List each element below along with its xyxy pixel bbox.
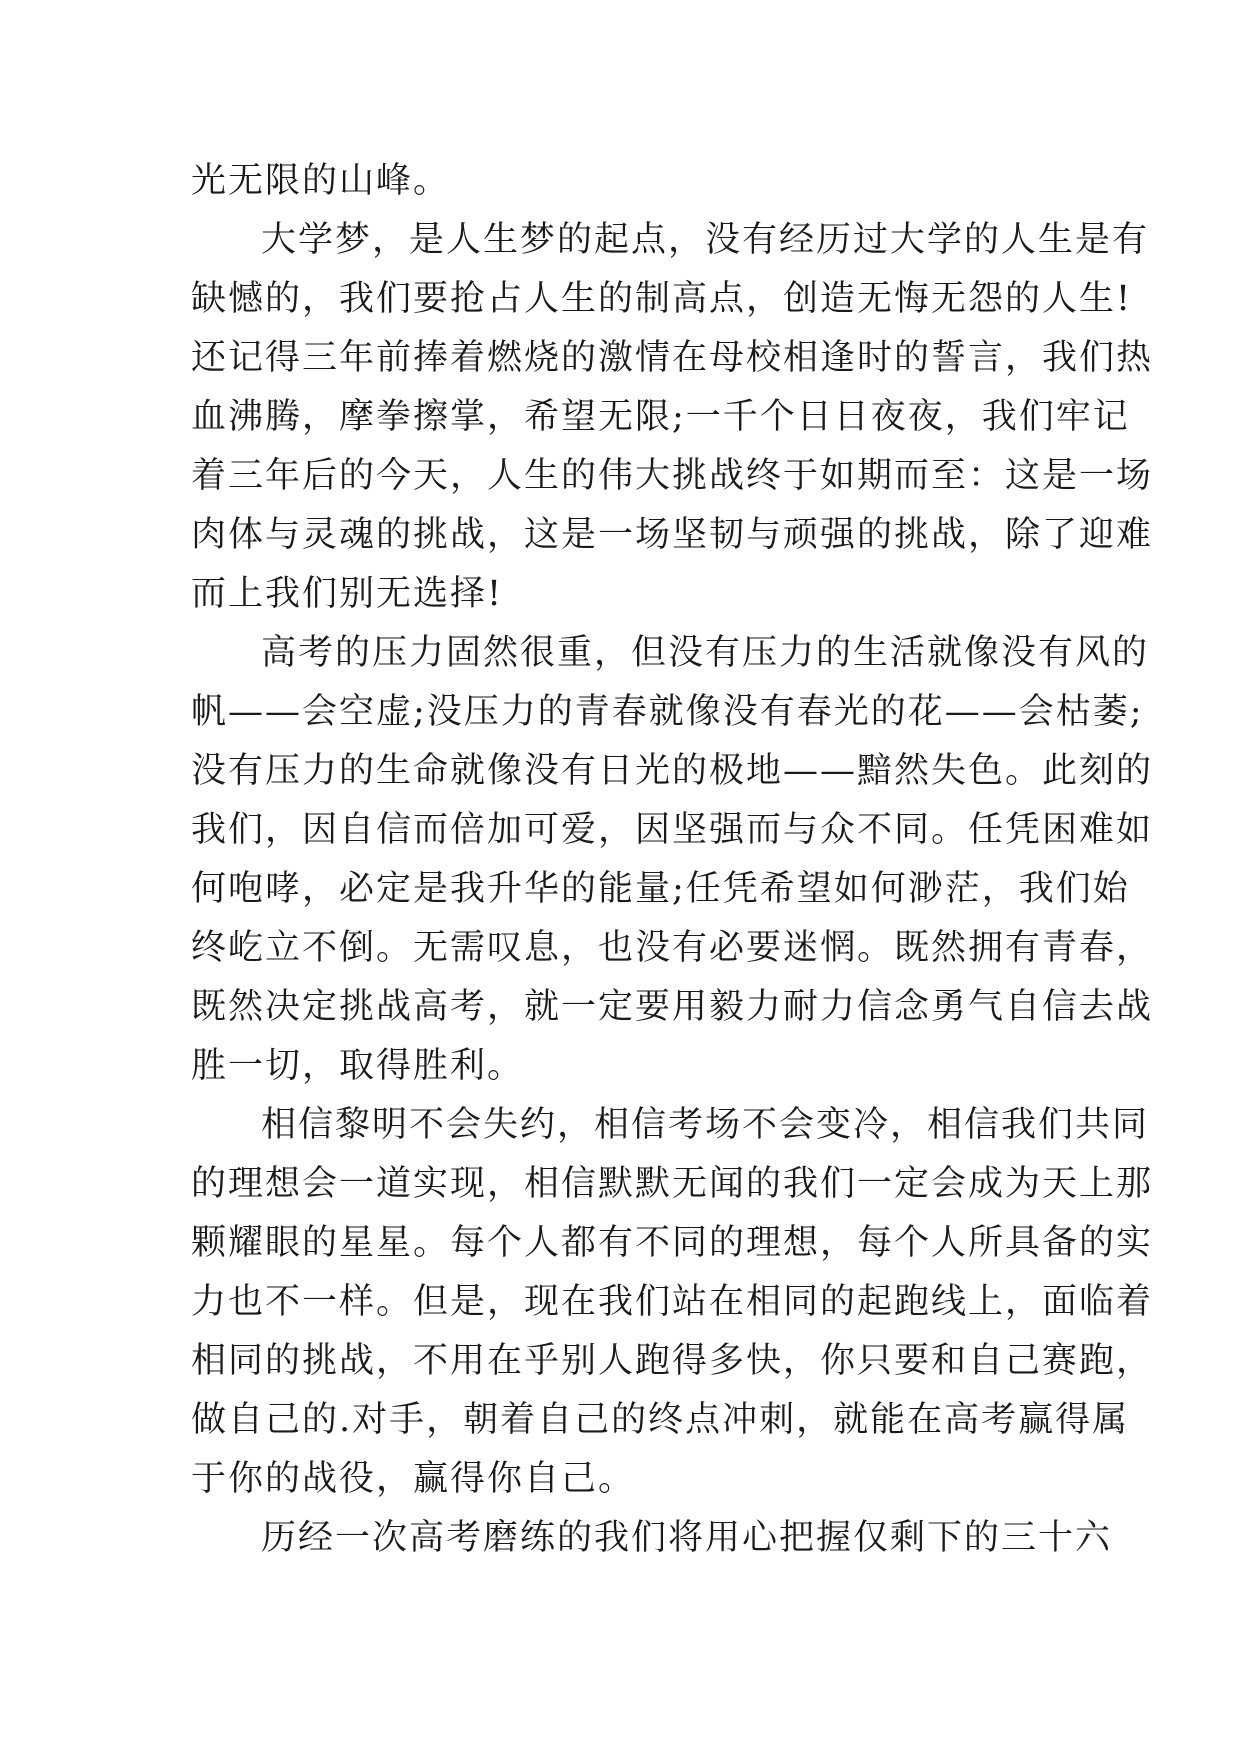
text-line: 而上我们别无选择! xyxy=(191,574,504,614)
text-line: 没有压力的生命就像没有日光的极地——黯然失色。此刻的 xyxy=(191,751,1154,791)
text-line: 血沸腾，摩拳擦掌，希望无限;一千个日日夜夜，我们牢记 xyxy=(191,397,1130,437)
text-line: 于你的战役，赢得你自己。 xyxy=(191,1459,636,1499)
text-line: 终屹立不倒。无需叹息，也没有必要迷惘。既然拥有青春， xyxy=(191,928,1154,968)
text-line: 相信黎明不会失约，相信考场不会变冷，相信我们共同 xyxy=(261,1105,1150,1145)
text-line: 何咆哮，必定是我升华的能量;任凭希望如何渺茫，我们始 xyxy=(191,869,1130,909)
text-line: 高考的压力固然很重，但没有压力的生活就像没有风的 xyxy=(261,633,1150,673)
paragraph xyxy=(191,152,1055,211)
text-line: 大学梦，是人生梦的起点，没有经历过大学的人生是有 xyxy=(261,220,1150,260)
text-line: 相同的挑战，不用在乎别人跑得多快，你只要和自己赛跑， xyxy=(191,1341,1154,1381)
text-line: 颗耀眼的星星。每个人都有不同的理想，每个人所具备的实 xyxy=(191,1223,1154,1263)
text-line: 肉体与灵魂的挑战，这是一场坚韧与顽强的挑战，除了迎难 xyxy=(191,515,1154,555)
text-line: 做自己的.对手，朝着自己的终点冲刺，就能在高考赢得属 xyxy=(191,1400,1130,1440)
text-line: 着三年后的今天，人生的伟大挑战终于如期而至：这是一场 xyxy=(191,456,1154,496)
paragraph xyxy=(191,211,1154,624)
paragraph xyxy=(191,624,1154,1096)
text-line: 帆——会空虚;没压力的青春就像没有春光的花——会枯萎; xyxy=(191,692,1144,732)
text-line: 的理想会一道实现，相信默默无闻的我们一定会成为天上那 xyxy=(191,1164,1154,1204)
text-line: 力也不一样。但是，现在我们站在相同的起跑线上，面临着 xyxy=(191,1282,1154,1322)
text-line: 历经一次高考磨练的我们将用心把握仅剩下的三十六 xyxy=(261,1518,1113,1558)
text-line: 还记得三年前捧着燃烧的激情在母校相逢时的誓言，我们热 xyxy=(191,338,1154,378)
text-line: 缺憾的，我们要抢占人生的制高点，创造无悔无怨的人生! xyxy=(191,279,1133,319)
paragraph xyxy=(191,1096,1154,1509)
text-line: 胜一切，取得胜利。 xyxy=(191,1046,525,1086)
text-line: 既然决定挑战高考，就一定要用毅力耐力信念勇气自信去战 xyxy=(191,987,1154,1027)
text-line: 光无限的山峰。 xyxy=(191,161,451,201)
paragraph xyxy=(191,1509,1113,1568)
document-body xyxy=(191,152,1154,1568)
text-line: 我们，因自信而倍加可爱，因坚强而与众不同。任凭困难如 xyxy=(191,810,1154,850)
